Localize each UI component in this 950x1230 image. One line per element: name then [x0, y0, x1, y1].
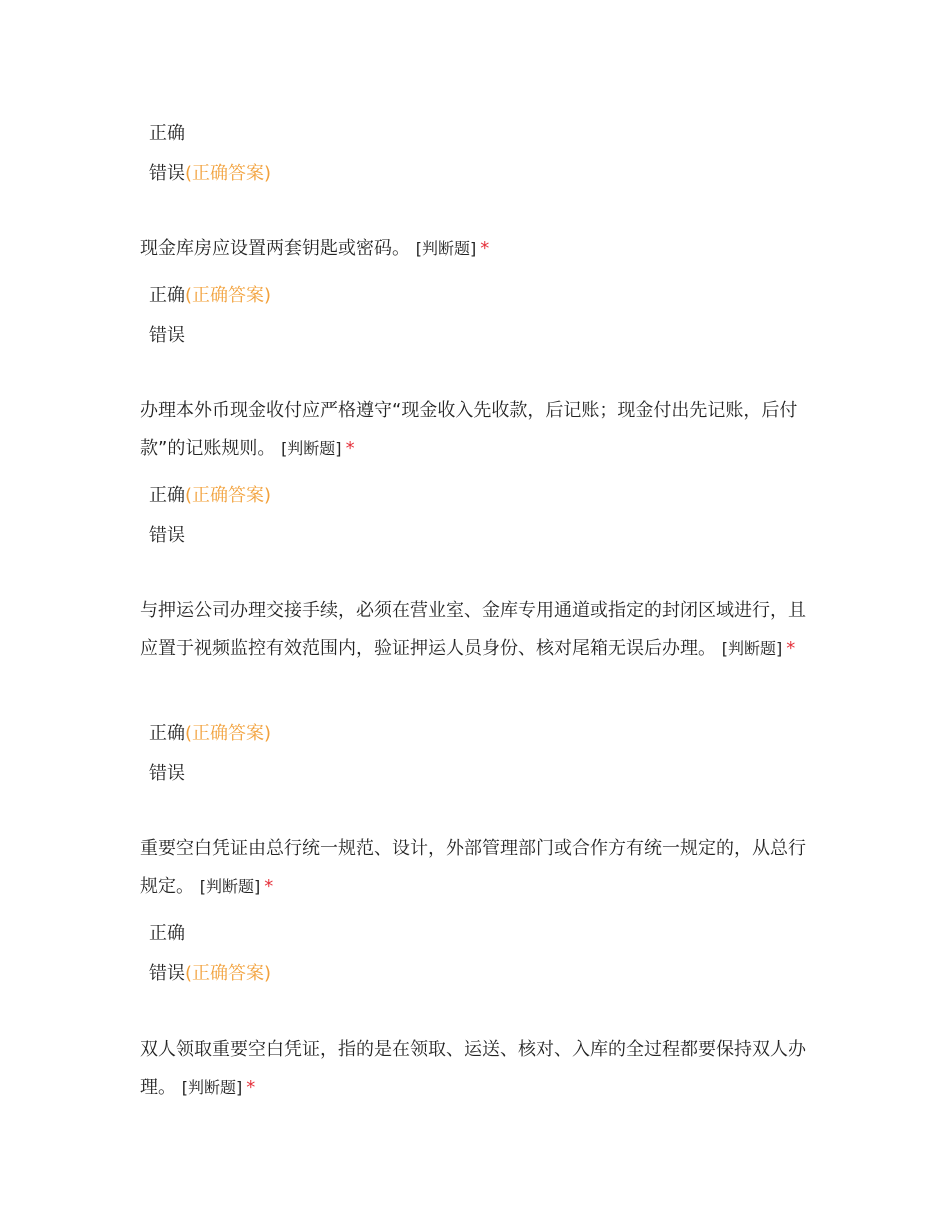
option-true[interactable]: [149, 484, 271, 508]
correct-answer-marker: (正确答案): [185, 723, 272, 744]
option-label: 正确: [149, 123, 185, 144]
option-label: 正确: [149, 485, 185, 506]
option-label: 错误: [149, 525, 185, 546]
correct-answer-marker: (正确答案): [185, 963, 272, 984]
correct-answer-marker: (正确答案): [185, 163, 272, 184]
option-false[interactable]: [149, 162, 271, 186]
option-label: 错误: [149, 763, 185, 784]
question-body: 办理本外币现金收付应严格遵守“现金收入先收款，后记账；现金付出先记账，后付款”的记账规则。: [140, 400, 798, 459]
question-type-tag: [判断题]: [199, 877, 261, 896]
question-body: 与押运公司办理交接手续，必须在营业室、金库专用通道或指定的封闭区域进行，且应置于视频监控有效范围内，验证押运人员身份、核对尾箱无误后办理。: [140, 600, 806, 659]
option-label: 正确: [149, 285, 185, 306]
option-false[interactable]: [149, 324, 185, 348]
option-false[interactable]: [149, 962, 271, 986]
option-label: 正确: [149, 723, 185, 744]
question-text: [140, 1031, 820, 1107]
option-false[interactable]: [149, 762, 185, 786]
option-label: 错误: [149, 963, 185, 984]
required-marker: *: [246, 1077, 256, 1098]
required-marker: *: [264, 876, 274, 897]
required-marker: *: [480, 238, 490, 259]
question-body: 双人领取重要空白凭证，指的是在领取、运送、核对、入库的全过程都要保持双人办理。: [140, 1039, 806, 1098]
question-text: [140, 392, 820, 468]
option-label: 错误: [149, 325, 185, 346]
option-true[interactable]: [149, 122, 185, 146]
correct-answer-marker: (正确答案): [185, 285, 272, 306]
option-true[interactable]: [149, 922, 185, 946]
required-marker: *: [345, 438, 355, 459]
required-marker: *: [786, 638, 796, 659]
question-text: [140, 592, 820, 668]
option-true[interactable]: [149, 284, 271, 308]
correct-answer-marker: (正确答案): [185, 485, 272, 506]
option-label: 错误: [149, 163, 185, 184]
question-body: 现金库房应设置两套钥匙或密码。: [140, 238, 410, 259]
question-text: [140, 830, 820, 906]
question-type-tag: [判断题]: [181, 1078, 243, 1097]
question-type-tag: [判断题]: [721, 639, 783, 658]
question-body: 重要空白凭证由总行统一规范、设计，外部管理部门或合作方有统一规定的，从总行规定。: [140, 838, 806, 897]
question-type-tag: [判断题]: [415, 239, 477, 258]
option-true[interactable]: [149, 722, 271, 746]
option-label: 正确: [149, 923, 185, 944]
question-type-tag: [判断题]: [281, 439, 342, 458]
option-false[interactable]: [149, 524, 185, 548]
question-text: [140, 230, 820, 268]
